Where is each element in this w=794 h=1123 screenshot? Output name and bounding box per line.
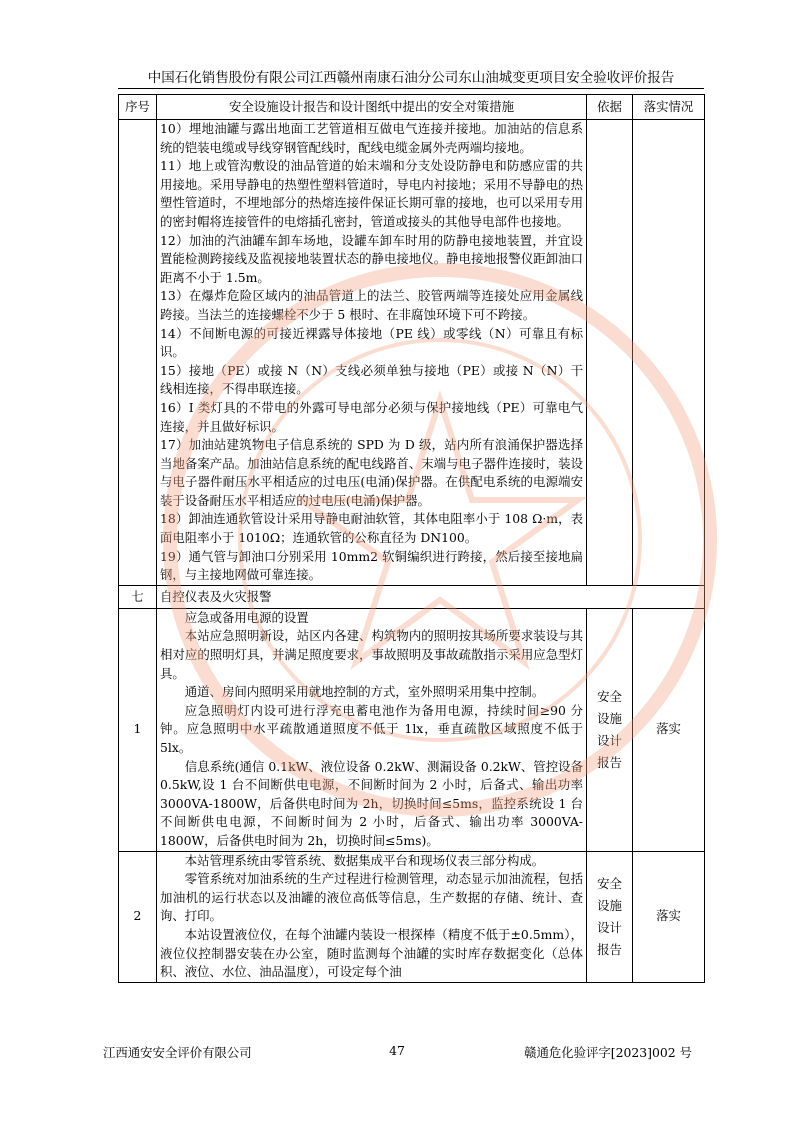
table-header-row xyxy=(119,95,705,120)
cell-basis-empty xyxy=(587,120,633,586)
measure-paragraph: 通道、房间内照明采用就地控制的方式，室外照明采用集中控制。 xyxy=(184,684,545,700)
measure-item-16: 16）I 类灯具的不带电的外露可导电部分必须与保护接地线（PE）可靠电气连接，并且做好标识。 xyxy=(160,399,583,434)
column-header-basis: 依据 xyxy=(587,95,633,120)
measure-paragraph: 本站管理系统由零管系统、数据集成平台和现场仪表三部分构成。 xyxy=(184,852,545,868)
measure-paragraph: 本站设置液位仪，在每个油罐内装设一根探棒（精度不低于±0.5mm），液位仪控制器安装在办公室，随时监测每个油罐的实时库存数据变化（总体积、液位、水位、油品温度），可设定每个油 xyxy=(160,926,583,980)
measure-item-11: 11）地上或管沟敷设的油品管道的始末端和分支处设防静电和防感应雷的共用接地。采用导静电的热塑性塑料管道时，导电内衬接地；采用不导静电的热塑性管道时，不埋地部分的热熔连接件保证长期可靠的接地，也可以采用专用的密封帽将连接管件的电熔插孔密封，管道或接头的其他导电部件也接地。 xyxy=(160,158,583,229)
header-rule xyxy=(118,88,704,89)
measure-paragraph: 零管系统对加油系统的生产过程进行检测管理，动态显示加油流程，包括加油机的运行状态以及油罐的液位高低等信息，生产数据的存储、统计、查询、打印。 xyxy=(160,871,583,924)
row-basis xyxy=(587,608,633,851)
measure-item-17: 17）加油站建筑物电子信息系统的 SPD 为 D 级，站内所有浪涌保护器选择当地备案产品。加油站信息系统的配电线路首、末端与电子器件连接时，装设与电子器件耐压水平相适应的过电压(电涌)保护器。在供配电系统的电源端安装于设备耐压水平相适应的过电压(电涌)保护器。 xyxy=(160,437,583,508)
table-row-continued xyxy=(119,120,705,586)
cell-continued-measures xyxy=(157,120,587,586)
row-basis xyxy=(587,851,633,982)
row-number: 2 xyxy=(119,851,157,982)
cell-no-empty xyxy=(119,120,157,586)
page-header-title: 中国石化销售股份有限公司江西赣州南康石油分公司东山油城变更项目安全验收评价报告 xyxy=(147,70,675,86)
measure-item-19: 19）通气管与卸油口分别采用 10mm2 软铜编织进行跨接，然后接至接地扁钢，与主接地网做可靠连接。 xyxy=(160,548,583,583)
basis-text: 安全设施设计报告 xyxy=(597,688,622,770)
row-status: 落实 xyxy=(633,608,705,851)
section-row xyxy=(119,585,705,608)
measure-item-10: 10）埋地油罐与露出地面工艺管道相互做电气连接并接地。加油站的信息系统的铠装电缆或导线穿钢管配线时，配线电缆金属外壳两端均接地。 xyxy=(160,121,583,155)
measure-paragraph: 应急或备用电源的设置 xyxy=(184,609,309,625)
measure-item-14: 14）不间断电源的可接近裸露导体接地（PE 线）或零线（N）可靠且有标识。 xyxy=(160,325,583,360)
section-title: 自控仪表及火灾报警 xyxy=(157,585,705,608)
measure-item-12: 12）加油的汽油罐车卸车场地，设罐车卸车时用的防静电接地装置，并宜设置能检测跨接线及监视接地装置状态的静电接地仪。静电接地报警仪距卸油口距离不小于 1.5m。 xyxy=(160,232,583,285)
footer-doc-number: 赣通危化验评字[2023]002 号 xyxy=(524,1045,692,1060)
cell-status-empty xyxy=(633,120,705,586)
column-header-measures: 安全设施设计报告和设计图纸中提出的安全对策措施 xyxy=(157,95,587,120)
measure-item-18: 18）卸油连通软管设计采用导静电耐油软管，其体电阻率小于 108 Ω·m，表面电阻率小于 1010Ω；连通软管的公称直径为 DN100。 xyxy=(160,511,583,546)
basis-text: 安全设施设计报告 xyxy=(597,875,622,957)
safety-measures-table xyxy=(118,94,705,983)
footer-page-number: 47 xyxy=(389,1043,405,1058)
row-measures xyxy=(157,851,587,982)
row-number: 1 xyxy=(119,608,157,851)
row-measures xyxy=(157,608,587,851)
measure-item-13: 13）在爆炸危险区域内的油品管道上的法兰、胶管两端等连接处应用金属线跨接。当法兰的连接螺栓不少于 5 根时、在非腐蚀环境下可不跨接。 xyxy=(160,288,583,322)
footer-company: 江西通安安全评价有限公司 xyxy=(103,1045,252,1060)
measure-paragraph: 应急照明灯内设可进行浮充电蓄电池作为备用电源，持续时间≥90 分钟。应急照明中水平疏散通道照度不低于 1lx，垂直疏散区域照度不低于 5lx。 xyxy=(160,702,583,755)
measure-item-15: 15）接地（PE）或接 N（N）支线必须单独与接地（PE）或接 N（N）干线相连接，不得串联连接。 xyxy=(160,362,583,397)
measure-paragraph: 本站应急照明新设，站区内各建、构筑物内的照明按其场所要求装设与其相对应的照明灯具，并满足照度要求，事故照明及事故疏散指示采用应急型灯具。 xyxy=(160,628,583,681)
table-row xyxy=(119,608,705,851)
column-header-no: 序号 xyxy=(119,95,157,120)
section-number: 七 xyxy=(119,585,157,608)
measure-paragraph: 信息系统(通信 0.1kW、液位设备 0.2kW、测漏设备 0.2kW、管控设备 0.5kW,设 1 台不间断供电电源，不间断时间为 2 小时，后备式、输出功率 3000VA-1800W，后备供电时间为 2h，切换时间≤5ms，监控系统设 1 台不间断供电电源，不间断时间为 2 小时，后备式、输出功率 3000VA-1800W，后备供电时间为 2h，切换时间≤5ms)。 xyxy=(160,758,583,848)
row-status: 落实 xyxy=(633,851,705,982)
table-row xyxy=(119,851,705,982)
column-header-status: 落实情况 xyxy=(633,95,705,120)
